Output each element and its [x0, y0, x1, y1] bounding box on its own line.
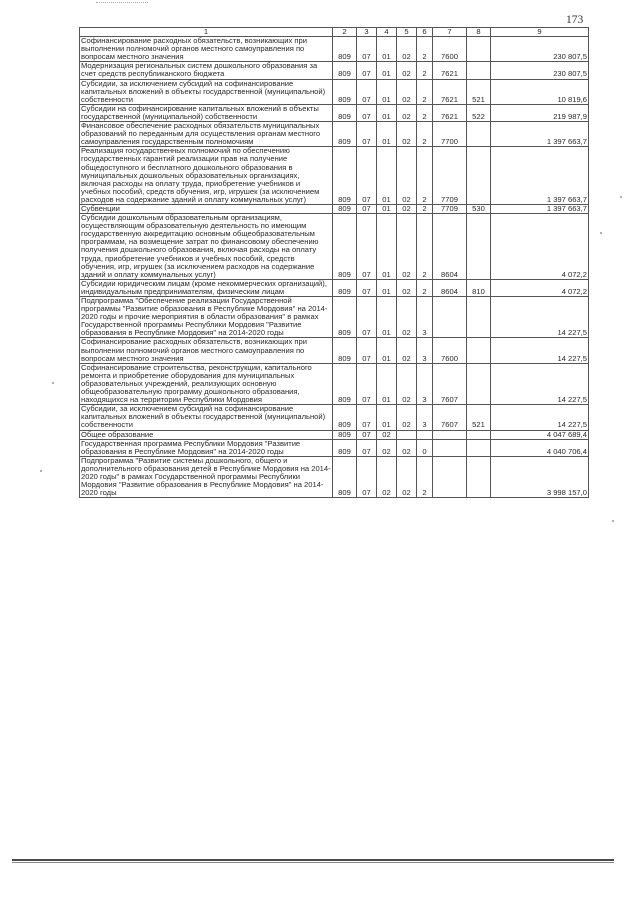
row-c7: 7607: [433, 405, 467, 430]
row-c7: 7709: [433, 147, 467, 205]
row-name: Субсидии, за исключением субсидий на софинансирование капитальных вложений в объекты государственной (муниципальной) собственности: [80, 405, 333, 430]
row-c9: 14 227,5: [491, 405, 589, 430]
row-c8: [467, 147, 491, 205]
scan-speck: [40, 470, 42, 472]
page-number: 173: [566, 14, 584, 26]
table-row: [80, 405, 589, 430]
row-c9: 4 072,2: [491, 214, 589, 280]
row-c8: 530: [467, 204, 491, 213]
table-row: [80, 37, 589, 62]
row-c8: [467, 297, 491, 338]
row-c8: [467, 363, 491, 404]
row-c9: 1 397 663,7: [491, 122, 589, 147]
row-name: Реализация государственных полномочий по обеспечению государственных гарантий реализации прав на получение общедоступного и бесплатного дошкольного образования в муниципальных дошкольных образовательных организациях, включая расходы на оплату труда, приобретение учебников и учебных пособий, средств обучения, игр, игрушек (за исключением расходов на содержание зданий и оплату коммунальных услуг): [80, 147, 333, 205]
row-c6: 0: [417, 439, 433, 456]
row-name: Государственная программа Республики Мордовия "Развитие образования в Республике Мордовия" на 2014-2020 годы: [80, 439, 333, 456]
row-c8: 522: [467, 104, 491, 121]
table-row: [80, 430, 589, 439]
row-c4: 01: [377, 147, 397, 205]
row-c3: 07: [357, 363, 377, 404]
row-c3: 07: [357, 405, 377, 430]
row-c7: 7600: [433, 37, 467, 62]
row-c9: 219 987,9: [491, 104, 589, 121]
row-c4: 01: [377, 204, 397, 213]
header-col-6: 6: [417, 28, 433, 37]
row-c5: 02: [397, 439, 417, 456]
row-c4: 01: [377, 79, 397, 104]
row-c6: 2: [417, 204, 433, 213]
row-c2: 809: [333, 62, 357, 79]
table-body: [80, 28, 589, 498]
row-c3: 07: [357, 456, 377, 497]
row-c2: 809: [333, 104, 357, 121]
scan-speck: [612, 520, 614, 522]
row-c6: 2: [417, 104, 433, 121]
row-c7: 7600: [433, 338, 467, 363]
row-name: Подпрограмма "Обеспечение реализации Государственной программы "Развитие образования в Республике Мордовия" на 2014-2020 годы и прочие мероприятия в области образования" в рамках Государственной программы Республики Мордовия "Развитие образования в Республике Мордовия" на 2014-2020 годы: [80, 297, 333, 338]
header-col-3: 3: [357, 28, 377, 37]
table-row: [80, 279, 589, 296]
row-name: Подпрограмма "Развитие системы дошкольного, общего и дополнительного образования детей в Республике Мордовия на 2014-2020 годы" в рамках Государственной программы Республики Мордовия "Развитие образования в Республике Мордовия" на 2014-2020 годы: [81, 456, 331, 498]
row-c5: 02: [397, 297, 417, 338]
header-col-5: 5: [397, 28, 417, 37]
row-name: Субвенции: [80, 204, 333, 213]
row-c4: 01: [377, 62, 397, 79]
scan-speck: [620, 196, 622, 198]
row-c7: [433, 456, 467, 497]
row-c4: 02: [377, 430, 397, 439]
row-c8: [467, 62, 491, 79]
row-c3: 07: [357, 79, 377, 104]
row-name: Софинансирование расходных обязательств, возникающих при выполнении полномочий органов местного самоуправления по вопросам местного значения: [80, 338, 333, 363]
row-c5: 02: [397, 204, 417, 213]
row-c8: [467, 456, 491, 497]
row-c2: 809: [333, 279, 357, 296]
row-name: Софинансирование расходных обязательств, возникающих при выполнении полномочий органов местного самоуправления по вопросам местного значения: [80, 37, 333, 62]
row-c4: 01: [377, 104, 397, 121]
row-c6: 2: [417, 147, 433, 205]
row-c5: 02: [397, 338, 417, 363]
row-c9: 14 227,5: [491, 338, 589, 363]
bottom-rule-thin: [12, 862, 614, 863]
row-c4: 01: [377, 214, 397, 280]
table-row: [80, 122, 589, 147]
row-c2: 809: [333, 363, 357, 404]
row-c6: 2: [417, 79, 433, 104]
row-c4: 01: [377, 279, 397, 296]
table-row: [80, 439, 589, 456]
row-c7: [433, 439, 467, 456]
row-c7: 7700: [433, 122, 467, 147]
header-col-9: 9: [491, 28, 589, 37]
row-c9: 230 807,5: [491, 37, 589, 62]
row-c2: 809: [333, 430, 357, 439]
row-c3: 07: [357, 439, 377, 456]
row-c2: 809: [333, 214, 357, 280]
row-c8: 521: [467, 405, 491, 430]
row-c3: 07: [357, 104, 377, 121]
row-c5: 02: [397, 147, 417, 205]
row-name: Субсидии на софинансирование капитальных вложений в объекты государственной (муниципальной) собственности: [80, 104, 333, 121]
row-c9: 10 819,6: [491, 79, 589, 104]
row-c9: 4 072,2: [491, 279, 589, 296]
row-c3: 07: [357, 147, 377, 205]
row-c3: 07: [357, 430, 377, 439]
header-col-4: 4: [377, 28, 397, 37]
row-c6: 3: [417, 363, 433, 404]
row-c6: 2: [417, 37, 433, 62]
row-c4: 01: [377, 37, 397, 62]
row-c8: 810: [467, 279, 491, 296]
row-c3: 07: [357, 204, 377, 213]
row-c6: 2: [417, 122, 433, 147]
table-row: [80, 62, 589, 79]
row-c7: [433, 430, 467, 439]
scan-speck: [52, 382, 54, 384]
row-c7: 8604: [433, 279, 467, 296]
row-c4: 01: [377, 338, 397, 363]
row-c7: 7709: [433, 204, 467, 213]
row-c4: 02: [377, 439, 397, 456]
table-row: [80, 363, 589, 404]
row-c2: 809: [333, 405, 357, 430]
row-name: Субсидии юридическим лицам (кроме некоммерческих организаций), индивидуальным предпринимателям, физическим лицам: [80, 279, 333, 296]
row-c2: 809: [333, 122, 357, 147]
row-c2: 809: [333, 338, 357, 363]
table-row: [80, 104, 589, 121]
row-c6: 3: [417, 338, 433, 363]
row-c7: 8604: [433, 214, 467, 280]
row-c3: 07: [357, 37, 377, 62]
row-c4: 01: [377, 297, 397, 338]
row-c5: 02: [397, 122, 417, 147]
row-name: Модернизация региональных систем дошкольного образования за счет средств республиканского бюджета: [80, 62, 333, 79]
row-c2: 809: [333, 79, 357, 104]
row-c4: 02: [377, 456, 397, 497]
row-c8: [467, 439, 491, 456]
row-c5: 02: [397, 214, 417, 280]
scan-mark: [96, 2, 148, 4]
table-row: [80, 338, 589, 363]
table-row: [80, 297, 589, 338]
row-c2: 809: [333, 37, 357, 62]
row-c7: 7607: [433, 363, 467, 404]
row-c4: 01: [377, 122, 397, 147]
row-c6: 2: [417, 456, 433, 497]
bottom-rule: [12, 859, 614, 861]
table-row: [80, 147, 589, 205]
row-c7: 7621: [433, 62, 467, 79]
row-name: Финансовое обеспечение расходных обязательств муниципальных образований по переданным для осуществления органам местного самоуправления государственным полномочиям: [80, 122, 333, 147]
table-row: [80, 456, 589, 497]
row-c9: 1 397 663,7: [491, 204, 589, 213]
row-c8: [467, 338, 491, 363]
header-col-2: 2: [333, 28, 357, 37]
row-c4: 01: [377, 405, 397, 430]
row-c3: 07: [357, 122, 377, 147]
row-c9: 3 998 157,0: [491, 456, 589, 497]
row-c8: [467, 430, 491, 439]
row-c6: 3: [417, 297, 433, 338]
row-c8: [467, 214, 491, 280]
table-row: [80, 214, 589, 280]
row-c7: 7621: [433, 104, 467, 121]
header-col-1: 1: [80, 28, 333, 37]
row-c2: 809: [333, 204, 357, 213]
row-c9: 230 807,5: [491, 62, 589, 79]
row-c9: 4 047 689,4: [491, 430, 589, 439]
table-row: [80, 204, 589, 213]
row-c5: 02: [397, 456, 417, 497]
row-c6: 2: [417, 214, 433, 280]
row-name: Субсидии, за исключением субсидий на софинансирование капитальных вложений в объекты государственной (муниципальной) собственности: [80, 79, 333, 104]
row-c9: 1 397 663,7: [491, 147, 589, 205]
row-c5: 02: [397, 79, 417, 104]
row-name: Софинансирование строительства, реконструкции, капитального ремонта и приобретение оборудования для муниципальных образовательных учреждений, реализующих основную общеобразовательную программу дошкольного образования, находящихся на территории Республики Мордовия: [80, 363, 333, 404]
row-c5: [397, 430, 417, 439]
row-c7: 7621: [433, 79, 467, 104]
row-c8: 521: [467, 79, 491, 104]
budget-table: [79, 27, 589, 498]
row-c9: 4 040 706,4: [491, 439, 589, 456]
row-name: Субсидии дошкольным образовательным организациям, осуществляющим образовательную деятельность по имеющим государственную аккредитацию основным общеобразовательным программам, на возмещение затрат по финансовому обеспечению получения дошкольного образования, включая расходы на оплату труда, приобретение учебников и учебных пособий, средств обучения, игр, игрушек (за исключением расходов на содержание зданий и оплату коммунальных услуг): [80, 214, 333, 280]
row-c5: 02: [397, 363, 417, 404]
row-c2: 809: [333, 297, 357, 338]
row-c2: 809: [333, 439, 357, 456]
row-c9: 14 227,5: [491, 297, 589, 338]
table-row: [80, 79, 589, 104]
row-c6: 2: [417, 279, 433, 296]
row-c3: 07: [357, 279, 377, 296]
row-c3: 07: [357, 297, 377, 338]
row-c7: [433, 297, 467, 338]
header-col-8: 8: [467, 28, 491, 37]
row-c5: 02: [397, 104, 417, 121]
row-c8: [467, 37, 491, 62]
row-c3: 07: [357, 62, 377, 79]
row-c5: 02: [397, 62, 417, 79]
row-c6: [417, 430, 433, 439]
row-c5: 02: [397, 279, 417, 296]
row-c5: 02: [397, 37, 417, 62]
row-c3: 07: [357, 214, 377, 280]
header-col-7: 7: [433, 28, 467, 37]
row-c6: 3: [417, 405, 433, 430]
row-c9: 14 227,5: [491, 363, 589, 404]
header-row: [80, 28, 589, 37]
scan-speck: [600, 232, 602, 234]
row-c6: 2: [417, 62, 433, 79]
row-c5: 02: [397, 405, 417, 430]
row-c2: 809: [333, 456, 357, 497]
row-c4: 01: [377, 363, 397, 404]
row-c2: 809: [333, 147, 357, 205]
row-name: Общее образование: [80, 430, 333, 439]
row-c8: [467, 122, 491, 147]
row-c3: 07: [357, 338, 377, 363]
